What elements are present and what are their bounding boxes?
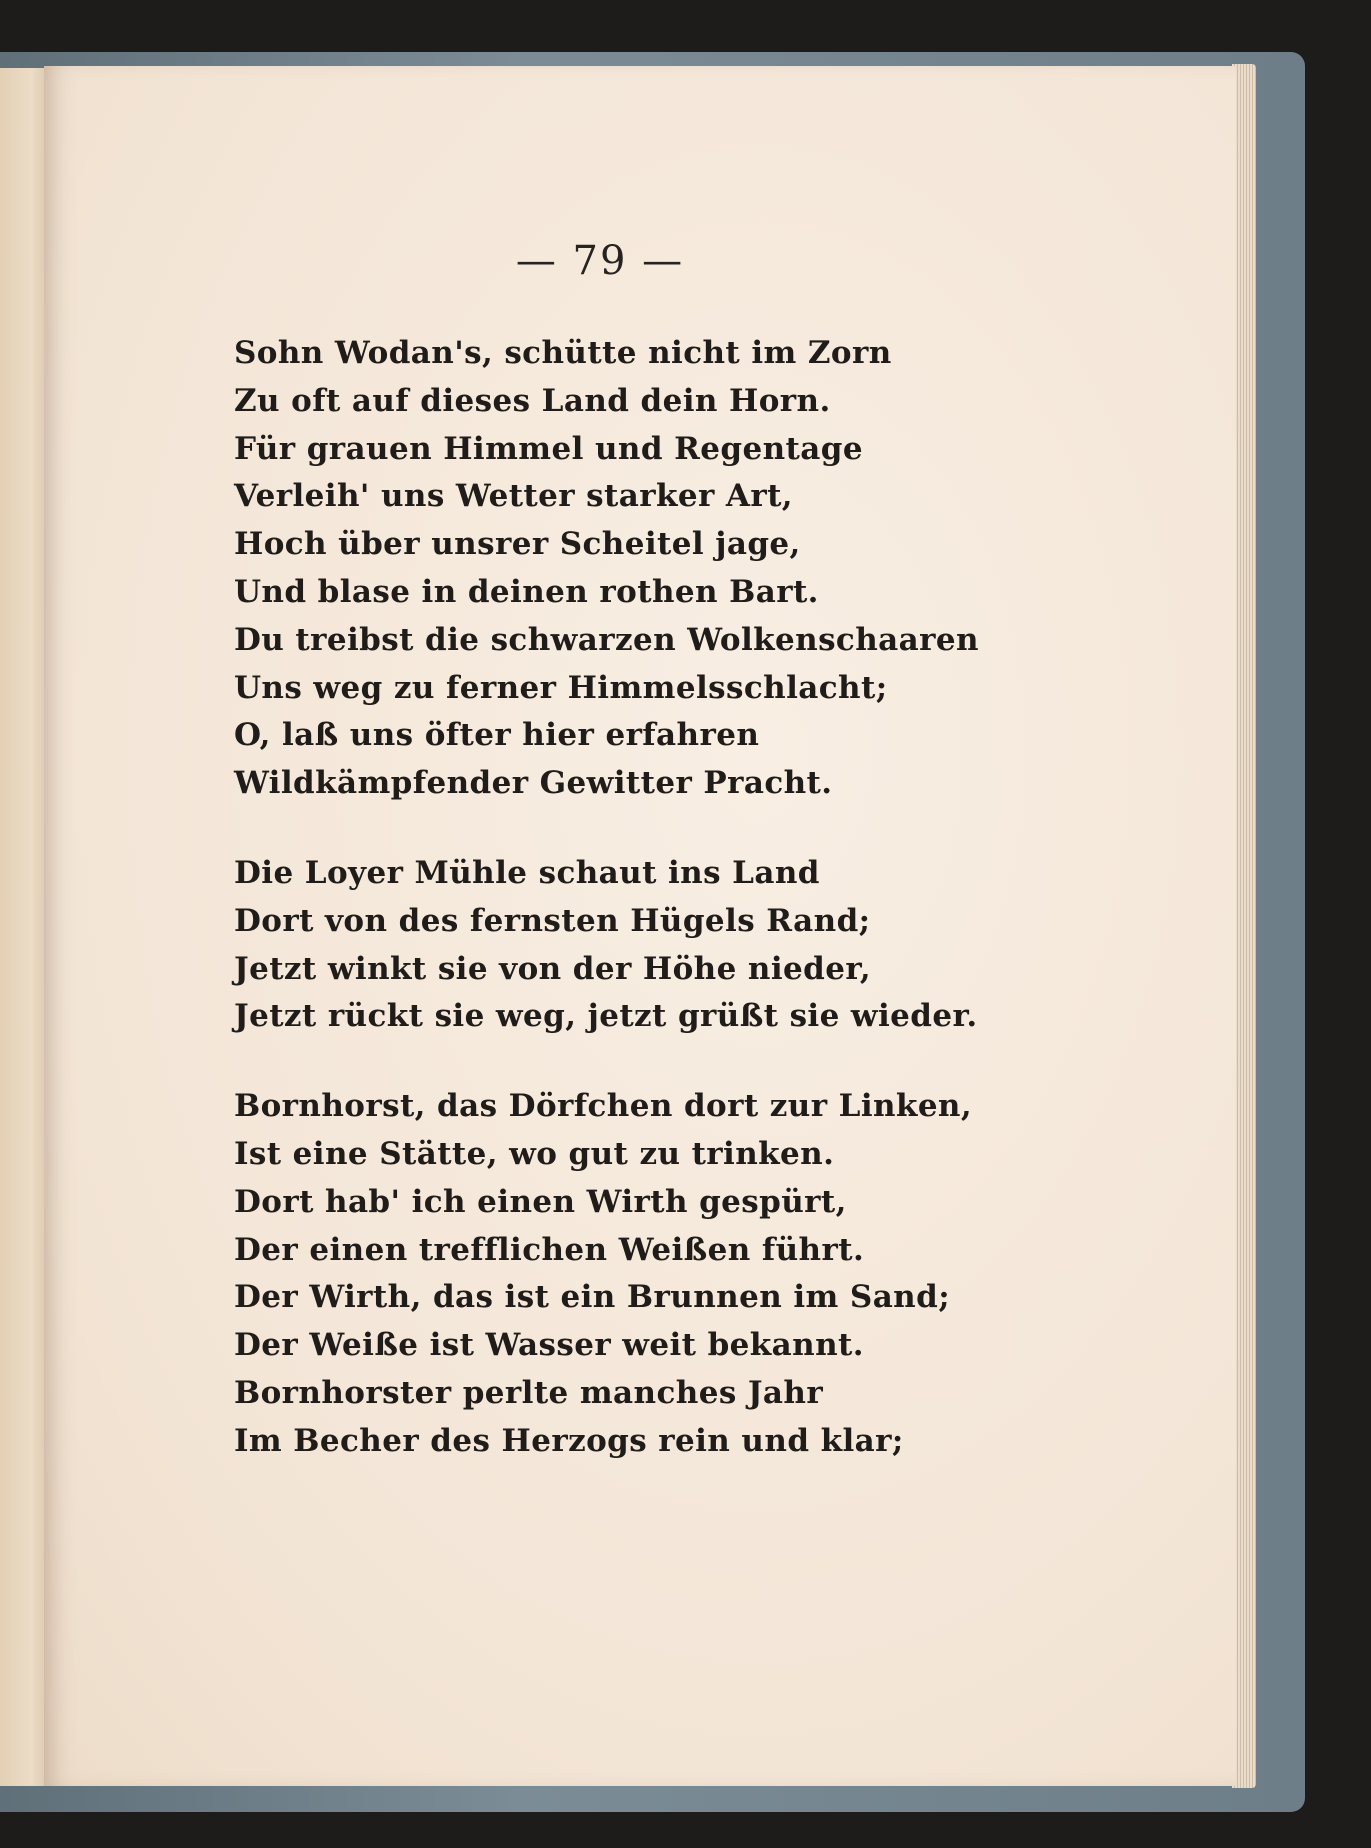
- poem-line: Dort hab' ich einen Wirth gespürt,: [234, 1183, 847, 1220]
- poem-line: Hoch über unsrer Scheitel jage,: [234, 526, 801, 563]
- poem-text: [234, 330, 1054, 1508]
- poem-line: Verleih' uns Wetter starker Art,: [234, 478, 793, 515]
- poem-line: Wildkämpfender Gewitter Pracht.: [234, 765, 833, 802]
- poem-line: Ist eine Stätte, wo gut zu trinken.: [234, 1135, 835, 1172]
- poem-line: Für grauen Himmel und Regentage: [234, 430, 863, 467]
- poem-line: Die Loyer Mühle schaut ins Land: [234, 854, 820, 891]
- poem-line: Sohn Wodan's, schütte nicht im Zorn: [234, 335, 892, 371]
- poem-line: Zu oft auf dieses Land dein Horn.: [234, 382, 831, 419]
- poem-line: Jetzt winkt sie von der Höhe nieder,: [234, 950, 872, 987]
- poem-line: Und blase in deinen rothen Bart.: [234, 573, 819, 610]
- poem-line: Im Becher des Herzogs rein und klar;: [234, 1422, 904, 1459]
- poem-line: Bornhorst, das Dörfchen dort zur Linken,: [234, 1088, 973, 1125]
- poem-line: O, laß uns öfter hier erfahren: [234, 717, 760, 754]
- poem-line: Der Wirth, das ist ein Brunnen im Sand;: [234, 1279, 951, 1316]
- poem-line: Dort von des fernsten Hügels Rand;: [234, 902, 871, 939]
- poem-line: Der Weiße ist Wasser weit bekannt.: [234, 1327, 864, 1364]
- poem-line: Uns weg zu ferner Himmelsschlacht;: [234, 669, 888, 706]
- stanza-3: [234, 1083, 1054, 1465]
- stanza-1: [234, 330, 1054, 808]
- poem-line: Bornhorster perlte manches Jahr: [234, 1374, 824, 1411]
- poem-line: Du treibst die schwarzen Wolkenschaaren: [234, 621, 979, 658]
- poem-line: Jetzt rückt sie weg, jetzt grüßt sie wieder.: [234, 998, 978, 1035]
- page-number: — 79 —: [515, 238, 685, 284]
- poem-line: Der einen trefflichen Weißen führt.: [234, 1231, 865, 1268]
- stanza-2: [234, 850, 1054, 1041]
